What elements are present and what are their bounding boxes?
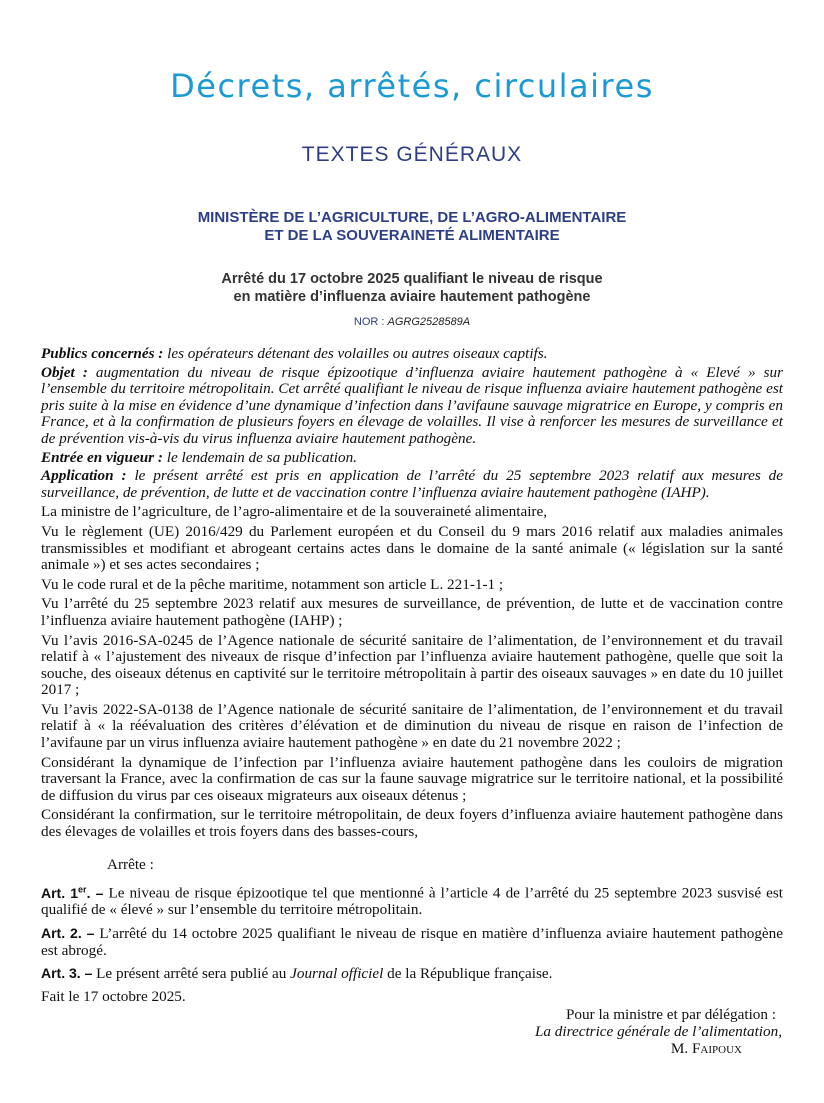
article-1-text: Le niveau de risque épizootique tel que mentionné à l’article 4 de l’arrêté du 25 septembre 2023 susvisé est qualifié de « élevé » sur l’ensemble du territoire métropolitain.: [41, 884, 784, 919]
objet-text: augmentation du niveau de risque épizootique d’influenza aviaire hautement pathogène à « Elevé » sur l’ensemble du territoire métropolitain. Cet arrêté qualifiant le niveau de risque influenza aviaire hautement pathogène est pris suite à la mise en évidence d’une dynamique d’infection dans l’avifaune sauvage migratrice en Europe, y compris en France, et à la confirmation de plusieurs foyers en élevage de volailles. Il vise à renforcer les mesures de surveillance et de prévention vis-à-vis du virus influenza aviaire hautement pathogène.: [41, 363, 783, 447]
article-3-label: Art. 3. –: [41, 965, 93, 982]
document-body: [41, 346, 783, 1008]
nor-value: AGRG2528589A: [387, 316, 471, 328]
vu-paragraph-2: Vu le code rural et de la pêche maritime, notamment son article L. 221-1-1 ;: [41, 575, 504, 593]
objet-label: Objet :: [41, 363, 88, 381]
vu-paragraph-4: Vu l’avis 2016-SA-0245 de l’Agence nationale de sécurité sanitaire de l’alimentation, de l’environnement et du travail relatif à « l’ajustement des niveaux de risque d’infection par l’influenza aviaire hautement pathogène, quelle que soit la souche, des oiseaux détenus en captivité sur le territoire métropolitain à partir des oiseaux sauvages » en date du 10 juillet 2017 ;: [41, 631, 783, 699]
signature-line-1: Pour la ministre et par délégation :: [565, 1006, 776, 1023]
summary-objet: [41, 365, 783, 448]
article-1-label: Art. 1er. –: [41, 884, 104, 901]
article-3-text-before: Le présent arrêté sera publié au: [96, 965, 287, 983]
vu-paragraph-3: Vu l’arrêté du 25 septembre 2023 relatif aux mesures de surveillance, de prévention, de lutte et de vaccination contre l’influenza aviaire hautement pathogène (IAHP) ;: [41, 595, 783, 629]
application-text: le présent arrêté est pris en application de l’arrêté du 25 septembre 2023 relatif aux mesures de surveillance, de prévention, de lutte et de vaccination contre l’influenza aviaire hautement pathogène (IAHP).: [41, 467, 783, 501]
section-title: TEXTES GÉNÉRAUX: [301, 143, 523, 166]
article-2-label: Art. 2. –: [41, 925, 95, 942]
ministry-heading: [0, 209, 824, 245]
entree-label: Entrée en vigueur :: [41, 448, 163, 466]
article-1: [41, 881, 783, 919]
signature-line-2: La directrice générale de l’alimentation,: [534, 1023, 782, 1040]
signature-block: [535, 1006, 782, 1057]
nor-label: NOR :: [353, 316, 385, 328]
journal-section-header: Décrets, arrêtés, circulaires: [170, 67, 654, 105]
considerant-paragraph-1: Considérant la dynamique de l’infection par l’influenza aviaire hautement pathogène dans les couloirs de migration traversant la France, avec la confirmation de cas sur la faune sauvage migratrice sur le territoire national, et la possibilité de diffusion du virus par ces oiseaux migrateurs aux oiseaux détenus ;: [41, 753, 783, 804]
article-2: [41, 925, 783, 959]
article-3-text-after: de la République française.: [387, 965, 553, 983]
summary-entree: [41, 450, 783, 467]
application-label: Application :: [41, 467, 127, 485]
signatory-name: M. Faipoux: [670, 1040, 742, 1057]
summary-application: [41, 468, 783, 501]
journal-officiel: Journal officiel: [290, 965, 384, 983]
arrete-title-line-2: en matière d’influenza aviaire hautement pathogène: [233, 289, 591, 305]
publics-label: Publics concernés :: [41, 345, 164, 362]
fait-le: Fait le 17 octobre 2025.: [41, 987, 186, 1005]
article-2-text: L’arrêté du 14 octobre 2025 qualifiant le niveau de risque en matière d’influenza aviaire hautement pathogène est abrogé.: [41, 925, 783, 959]
arrete-title: [0, 270, 824, 306]
vu-paragraph-5: Vu l’avis 2022-SA-0138 de l’Agence nationale de sécurité sanitaire de l’alimentation, de l’environnement et du travail relatif à « la réévaluation des critères d’élévation et de diminution du niveau de risque en raison de l’infection de l’avifaune par un virus influenza aviaire hautement pathogène » en date du 21 novembre 2022 ;: [41, 700, 783, 752]
ministry-line-1: MINISTÈRE DE L’AGRICULTURE, DE L’AGRO-ALIMENTAIRE: [197, 209, 627, 226]
nor-reference: [0, 316, 824, 328]
publics-text: les opérateurs détenant des volailles ou autres oiseaux captifs.: [167, 345, 548, 362]
considerant-paragraph-2: Considérant la confirmation, sur le territoire métropolitain, de deux foyers d’influenza aviaire hautement pathogène dans des élevages de volailles et trois foyers dans des basses-cours,: [41, 806, 783, 841]
vu-paragraph-1: Vu le règlement (UE) 2016/429 du Parlement européen et du Conseil du 9 mars 2016 relatif aux maladies animales transmissibles et modifiant et abrogeant certains actes dans le domaine de la santé animale (« législation sur la santé animale ») et ses actes secondaires ;: [41, 522, 783, 574]
article-3: [41, 965, 783, 983]
arrete-word: Arrête :: [107, 855, 154, 873]
ministry-line-2: ET DE LA SOUVERAINETÉ ALIMENTAIRE: [264, 227, 560, 244]
summary-publics: [41, 346, 783, 363]
entree-text: le lendemain de sa publication.: [166, 448, 357, 466]
intro-paragraph: La ministre de l’agriculture, de l’agro-alimentaire et de la souveraineté alimentaire,: [41, 503, 548, 521]
arrete-title-line-1: Arrêté du 17 octobre 2025 qualifiant le niveau de risque: [221, 271, 603, 287]
